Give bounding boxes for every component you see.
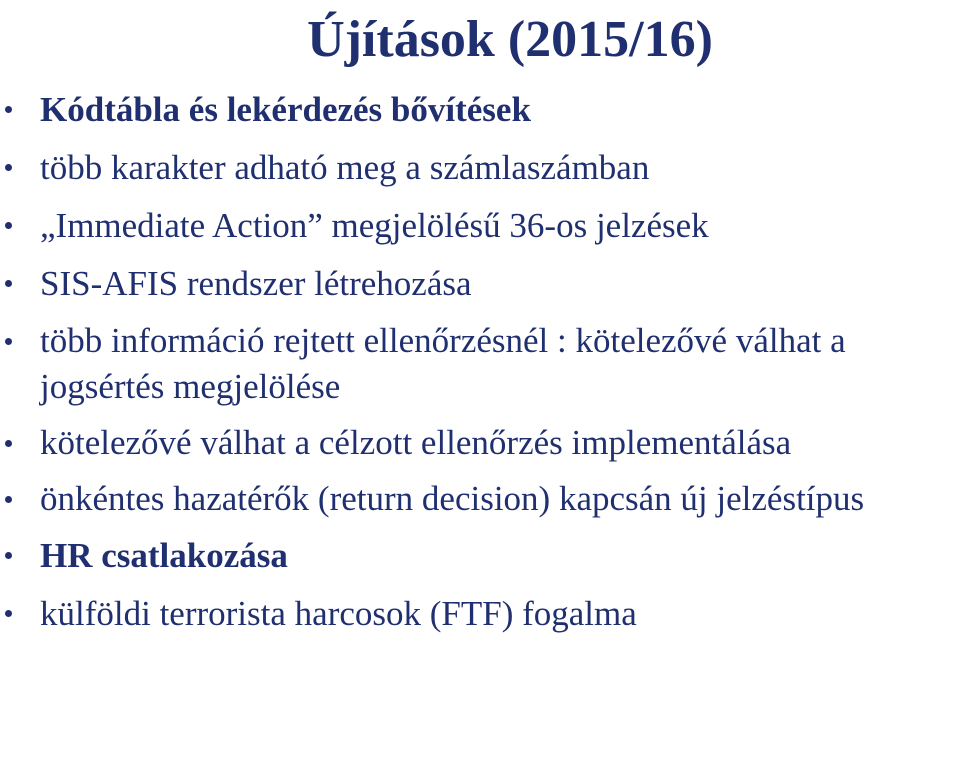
bullet-dot-icon [5, 610, 12, 617]
bullet-dot-icon [5, 440, 12, 447]
bullet-item-7 [0, 476, 960, 522]
bullet-item-2 [0, 144, 960, 192]
bullet-dot-icon [5, 280, 12, 287]
bullet-text: több karakter adható meg a számlaszámban [40, 148, 650, 187]
bullet-dot-icon [5, 164, 12, 171]
bullet-dot-icon [5, 552, 12, 559]
bullet-item-1 [0, 86, 960, 134]
bullet-item-3 [0, 202, 960, 250]
bullet-text: „Immediate Action” megjelölésű 36-os jelzések [40, 206, 709, 245]
bullet-text: önkéntes hazatérők (return decision) kapcsán új jelzéstípus [40, 479, 865, 518]
bullet-dot-icon [5, 222, 12, 229]
slide-title: Újítások (2015/16) [307, 11, 713, 68]
bullet-item-5 [0, 318, 960, 410]
bullet-item-8 [0, 532, 960, 580]
bullet-dot-icon [5, 496, 12, 503]
bullet-text: HR csatlakozása [40, 536, 288, 575]
bullet-dot-icon [5, 106, 12, 113]
bullet-item-4 [0, 260, 960, 308]
bullet-list [0, 86, 960, 648]
bullet-text: Kódtábla és lekérdezés bővítések [40, 90, 531, 129]
bullet-item-9 [0, 590, 960, 638]
bullet-dot-icon [5, 338, 12, 345]
bullet-text: kötelezővé válhat a célzott ellenőrzés implementálása [40, 423, 792, 462]
bullet-item-6 [0, 420, 960, 466]
bullet-text: külföldi terrorista harcosok (FTF) fogalma [40, 594, 637, 633]
bullet-text: több információ rejtett ellenőrzésnél : kötelezővé válhat a jogsértés megjelölése [40, 321, 846, 406]
bullet-text: SIS-AFIS rendszer létrehozása [40, 264, 472, 303]
